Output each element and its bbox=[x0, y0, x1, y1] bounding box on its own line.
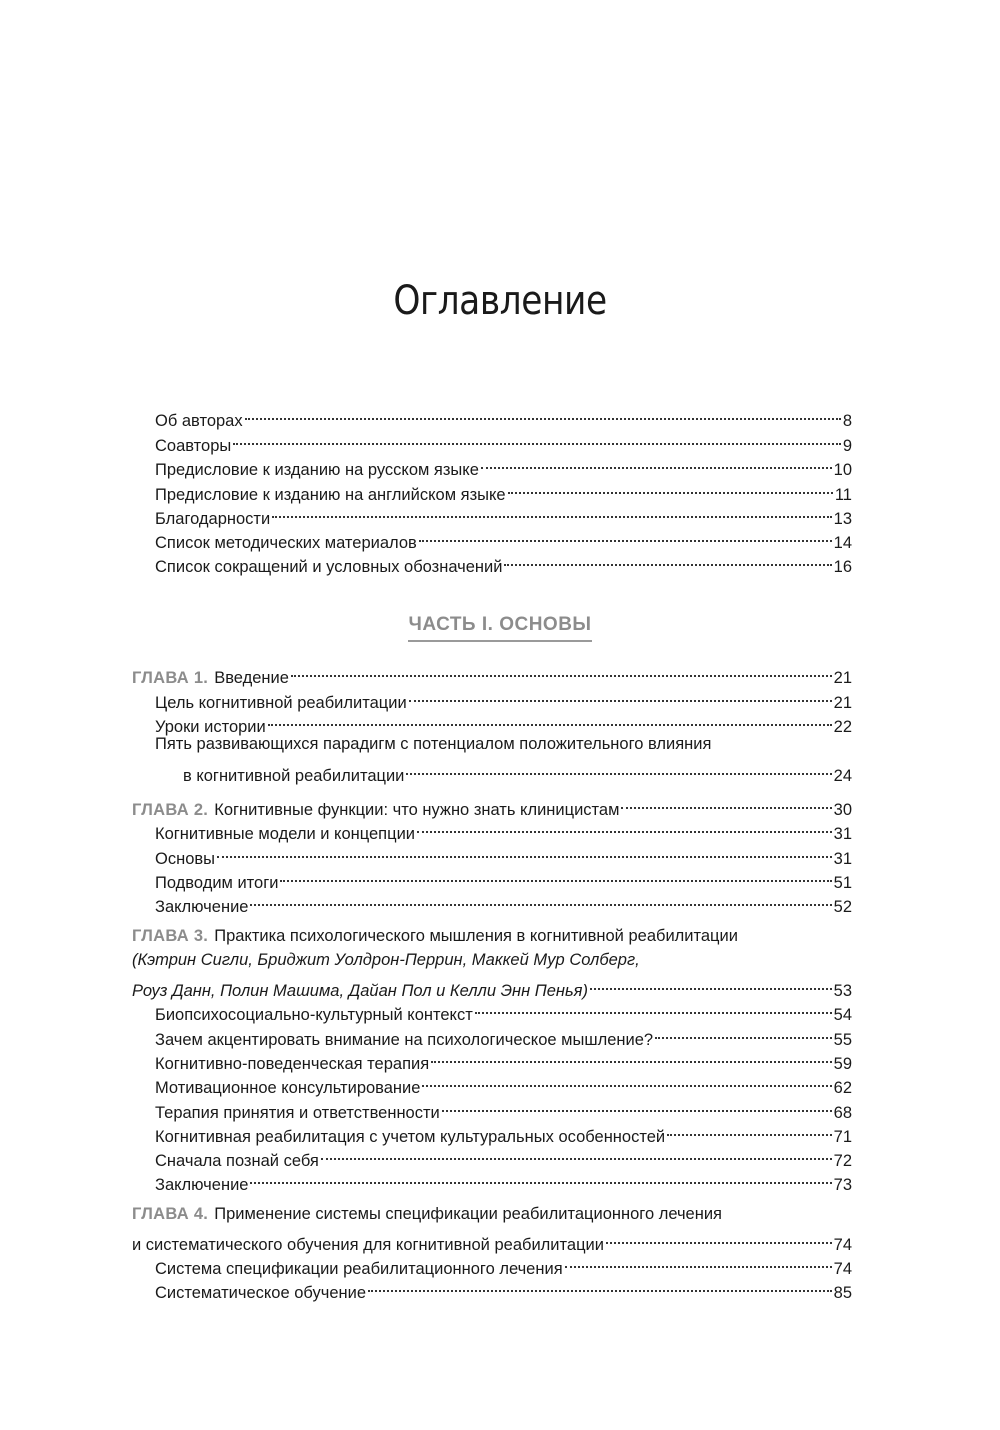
toc-entry[interactable] bbox=[155, 864, 852, 892]
toc-entry[interactable] bbox=[155, 1045, 852, 1073]
toc-page-number: 31 bbox=[833, 825, 852, 843]
toc-entry-label: Зачем акцентировать внимание на психологическое мышление? bbox=[155, 1031, 654, 1049]
toc-entry-label: Пять развивающихся парадигм с потенциалом положительного влияния bbox=[155, 735, 712, 753]
toc-entry[interactable] bbox=[155, 476, 852, 504]
toc-entry-label: Основы bbox=[155, 850, 215, 868]
toc-entry[interactable] bbox=[183, 757, 852, 785]
toc-entry-label: Об авторах bbox=[155, 412, 243, 430]
chapter-title: Когнитивные функции: что нужно знать клиницистам bbox=[214, 801, 620, 819]
dot-leader bbox=[504, 548, 831, 572]
dot-leader bbox=[268, 708, 832, 732]
chapter-entry[interactable] bbox=[132, 659, 852, 687]
toc-page-number: 72 bbox=[833, 1152, 852, 1170]
toc-page-number: 16 bbox=[833, 558, 852, 576]
toc-entry[interactable] bbox=[155, 1118, 852, 1146]
dot-leader bbox=[245, 402, 841, 426]
dot-leader bbox=[621, 791, 831, 815]
toc-page-number: 55 bbox=[833, 1031, 852, 1049]
toc-entry-label: Сначала познай себя bbox=[155, 1152, 319, 1170]
chapter-number: ГЛАВА 2. bbox=[132, 801, 209, 819]
toc-entry[interactable] bbox=[155, 1274, 852, 1302]
toc-page-number: 52 bbox=[833, 898, 852, 916]
toc-entry[interactable] bbox=[155, 1094, 852, 1122]
toc-entry[interactable] bbox=[155, 996, 852, 1024]
toc-entry-label: в когнитивной реабилитации bbox=[183, 767, 405, 785]
toc-entry-label: Заключение bbox=[155, 898, 249, 916]
chapter-authors-line: Роуз Данн, Полин Машима, Дайан Пол и Келли Энн Пенья) bbox=[132, 982, 588, 1000]
toc-entry-label: Предисловие к изданию на английском языке bbox=[155, 486, 506, 504]
toc-entry[interactable] bbox=[155, 1069, 852, 1097]
toc-entry[interactable] bbox=[155, 684, 852, 712]
dot-leader bbox=[508, 476, 833, 500]
dot-leader bbox=[419, 524, 832, 548]
toc-entry[interactable] bbox=[155, 500, 852, 528]
toc-entry[interactable] bbox=[155, 548, 852, 576]
toc-page-number: 51 bbox=[833, 874, 852, 892]
chapter-label bbox=[132, 1202, 722, 1226]
chapter-entry[interactable] bbox=[132, 924, 852, 948]
toc-entry-label: Благодарности bbox=[155, 510, 271, 528]
toc-entry[interactable] bbox=[155, 524, 852, 552]
toc-entry[interactable] bbox=[155, 1021, 852, 1049]
dot-leader bbox=[590, 972, 832, 996]
toc-entry[interactable] bbox=[155, 1250, 852, 1278]
toc-page-number: 68 bbox=[833, 1104, 852, 1122]
chapter-title: Введение bbox=[214, 669, 289, 687]
toc-entry-label: Когнитивная реабилитация с учетом культуральных особенностей bbox=[155, 1128, 666, 1146]
chapter-number: ГЛАВА 1. bbox=[132, 669, 209, 687]
toc-entry-label: Уроки истории bbox=[155, 718, 266, 736]
toc-entry-label: Мотивационное консультирование bbox=[155, 1079, 421, 1097]
toc-page-number: 71 bbox=[833, 1128, 852, 1146]
toc-entry[interactable] bbox=[155, 402, 852, 430]
chapter-authors-line: (Кэтрин Сигли, Бриджит Уолдрон-Перрин, Маккей Мур Солберг, bbox=[132, 951, 640, 969]
toc-entry[interactable] bbox=[155, 451, 852, 479]
chapter-entry[interactable] bbox=[132, 1202, 852, 1226]
dot-leader bbox=[565, 1250, 832, 1274]
dot-leader bbox=[406, 757, 831, 781]
toc-page-number: 11 bbox=[834, 486, 852, 504]
dot-leader bbox=[250, 1166, 831, 1190]
dot-leader bbox=[442, 1094, 832, 1118]
toc-page-number: 21 bbox=[833, 669, 852, 687]
toc-entry-label: Когнитивные модели и концепции bbox=[155, 825, 416, 843]
toc-entry[interactable] bbox=[155, 708, 852, 736]
chapter-label bbox=[132, 924, 738, 948]
dot-leader bbox=[431, 1045, 831, 1069]
dot-leader bbox=[409, 684, 832, 708]
toc-page-number: 73 bbox=[833, 1176, 852, 1194]
toc-entry-label: Заключение bbox=[155, 1176, 249, 1194]
toc-page-number: 62 bbox=[833, 1079, 852, 1097]
toc-entry[interactable] bbox=[155, 1166, 852, 1194]
chapter-authors bbox=[132, 948, 852, 972]
toc-entry-label: Цель когнитивной реабилитации bbox=[155, 694, 407, 712]
toc-page-number: 85 bbox=[833, 1284, 852, 1302]
toc-page-number: 14 bbox=[833, 534, 852, 552]
toc-entry[interactable] bbox=[155, 732, 852, 756]
dot-leader bbox=[475, 996, 832, 1020]
toc-page-number: 31 bbox=[833, 850, 852, 868]
toc-entry-label: Терапия принятия и ответственности bbox=[155, 1104, 440, 1122]
toc-entry-label: Список сокращений и условных обозначений bbox=[155, 558, 503, 576]
dot-leader bbox=[291, 659, 832, 683]
toc-page-number: 59 bbox=[833, 1055, 852, 1073]
part-heading-text: ЧАСТЬ I. ОСНОВЫ bbox=[408, 614, 591, 642]
chapter-entry[interactable] bbox=[132, 791, 852, 819]
toc-page-number: 54 bbox=[833, 1006, 852, 1024]
toc-entry-label: Соавторы bbox=[155, 437, 232, 455]
toc-entry-label: Систематическое обучение bbox=[155, 1284, 367, 1302]
toc-entry-label: Список методических материалов bbox=[155, 534, 417, 552]
chapter-number: ГЛАВА 3. bbox=[132, 927, 209, 945]
toc-entry-label: Когнитивно-поведенческая терапия bbox=[155, 1055, 430, 1073]
toc-entry[interactable] bbox=[155, 840, 852, 868]
toc-page-number: 9 bbox=[842, 437, 852, 455]
page-title: Оглавление bbox=[393, 278, 607, 324]
toc-entry[interactable] bbox=[155, 888, 852, 916]
toc-page-number: 10 bbox=[833, 461, 852, 479]
toc-entry[interactable] bbox=[155, 427, 852, 455]
toc-entry-label: Система спецификации реабилитационного лечения bbox=[155, 1260, 563, 1278]
dot-leader bbox=[233, 427, 841, 451]
toc-page-number: 74 bbox=[833, 1236, 852, 1254]
dot-leader bbox=[368, 1274, 832, 1298]
toc-page-number: 30 bbox=[833, 801, 852, 819]
toc-page-number: 8 bbox=[842, 412, 852, 430]
toc-page-number: 53 bbox=[833, 982, 852, 1000]
toc-entry-label: Предисловие к изданию на русском языке bbox=[155, 461, 479, 479]
dot-leader bbox=[481, 451, 832, 475]
toc-page-number: 13 bbox=[833, 510, 852, 528]
part-heading bbox=[0, 614, 1000, 642]
toc-entry-label: Биопсихосоциально-культурный контекст bbox=[155, 1006, 473, 1024]
toc-page-number: 22 bbox=[833, 718, 852, 736]
chapter-authors[interactable] bbox=[132, 972, 852, 1000]
dot-leader bbox=[606, 1226, 832, 1250]
chapter-title-continued: и систематического обучения для когнитивной реабилитации bbox=[132, 1236, 604, 1254]
dot-leader bbox=[272, 500, 831, 524]
toc-page-number: 74 bbox=[833, 1260, 852, 1278]
toc-entry[interactable] bbox=[155, 1142, 852, 1170]
dot-leader bbox=[417, 815, 832, 839]
dot-leader bbox=[422, 1069, 831, 1093]
toc-page-number: 24 bbox=[833, 767, 852, 785]
dot-leader bbox=[280, 864, 831, 888]
dot-leader bbox=[667, 1118, 832, 1142]
chapter-number: ГЛАВА 4. bbox=[132, 1205, 209, 1223]
toc-entry[interactable] bbox=[155, 815, 852, 843]
dot-leader bbox=[217, 840, 832, 864]
chapter-entry-continued[interactable] bbox=[132, 1226, 852, 1254]
dot-leader bbox=[321, 1142, 832, 1166]
toc-entry-label: Подводим итоги bbox=[155, 874, 279, 892]
dot-leader bbox=[655, 1021, 832, 1045]
chapter-title: Применение системы спецификации реабилитационного лечения bbox=[214, 1205, 722, 1223]
chapter-title: Практика психологического мышления в когнитивной реабилитации bbox=[214, 927, 738, 945]
toc-page-number: 21 bbox=[833, 694, 852, 712]
dot-leader bbox=[250, 888, 831, 912]
